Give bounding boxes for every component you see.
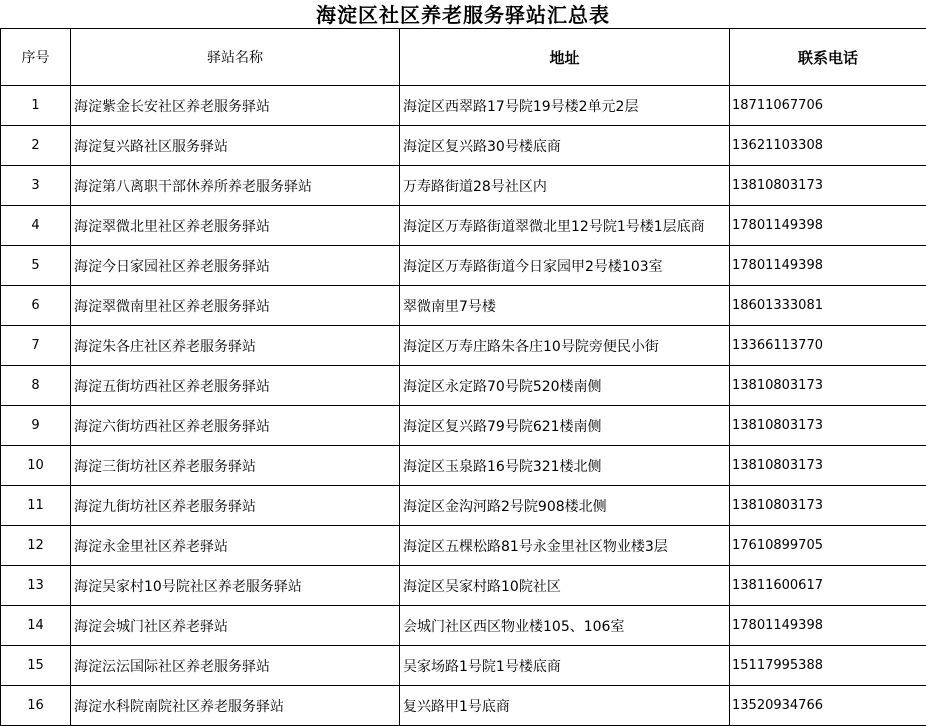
stations-table [0, 28, 926, 726]
station-name: 海淀朱各庄社区养老服务驿站 [71, 326, 400, 366]
station-phone: 17801149398 [730, 606, 926, 646]
header-address: 地址 [400, 29, 730, 86]
station-address: 海淀区复兴路30号楼底商 [400, 126, 730, 166]
station-name: 海淀复兴路社区服务驿站 [71, 126, 400, 166]
row-num: 1 [1, 86, 71, 126]
station-name: 海淀六街坊西社区养老服务驿站 [71, 406, 400, 446]
table-row [1, 446, 926, 486]
table-row [1, 286, 926, 326]
table-row [1, 566, 926, 606]
station-address: 海淀区吴家村路10院社区 [400, 566, 730, 606]
station-address: 海淀区永定路70号院520楼南侧 [400, 366, 730, 406]
row-num: 8 [1, 366, 71, 406]
station-name: 海淀永金里社区养老驿站 [71, 526, 400, 566]
station-address: 海淀区复兴路79号院621楼南侧 [400, 406, 730, 446]
station-address: 海淀区西翠路17号院19号楼2单元2层 [400, 86, 730, 126]
table-row [1, 326, 926, 366]
station-name: 海淀九街坊社区养老服务驿站 [71, 486, 400, 526]
table-row [1, 526, 926, 566]
station-phone: 13810803173 [730, 366, 926, 406]
table-row [1, 166, 926, 206]
station-name: 海淀吴家村10号院社区养老服务驿站 [71, 566, 400, 606]
station-phone: 13366113770 [730, 326, 926, 366]
station-phone: 17801149398 [730, 246, 926, 286]
station-name: 海淀三街坊社区养老服务驿站 [71, 446, 400, 486]
table-row [1, 246, 926, 286]
station-phone: 13810803173 [730, 166, 926, 206]
table-row [1, 606, 926, 646]
header-phone: 联系电话 [730, 29, 926, 86]
station-name: 海淀沄沄国际社区养老服务驿站 [71, 646, 400, 686]
station-phone: 13810803173 [730, 406, 926, 446]
row-num: 7 [1, 326, 71, 366]
table-row [1, 486, 926, 526]
station-phone: 18601333081 [730, 286, 926, 326]
station-name: 海淀翠微北里社区养老服务驿站 [71, 206, 400, 246]
table-row [1, 86, 926, 126]
station-name: 海淀翠微南里社区养老服务驿站 [71, 286, 400, 326]
row-num: 13 [1, 566, 71, 606]
station-phone: 17801149398 [730, 206, 926, 246]
row-num: 11 [1, 486, 71, 526]
table-header-row [1, 29, 926, 86]
station-address: 海淀区玉泉路16号院321楼北侧 [400, 446, 730, 486]
table-row [1, 126, 926, 166]
station-address: 海淀区五棵松路81号永金里社区物业楼3层 [400, 526, 730, 566]
table-body [1, 86, 926, 726]
table-row [1, 206, 926, 246]
table-row [1, 366, 926, 406]
row-num: 14 [1, 606, 71, 646]
station-name: 海淀会城门社区养老驿站 [71, 606, 400, 646]
row-num: 10 [1, 446, 71, 486]
row-num: 16 [1, 686, 71, 726]
station-name: 海淀今日家园社区养老服务驿站 [71, 246, 400, 286]
row-num: 9 [1, 406, 71, 446]
row-num: 6 [1, 286, 71, 326]
station-phone: 13520934766 [730, 686, 926, 726]
station-name: 海淀第八离职干部休养所养老服务驿站 [71, 166, 400, 206]
station-name: 海淀紫金长安社区养老服务驿站 [71, 86, 400, 126]
row-num: 3 [1, 166, 71, 206]
station-address: 万寿路街道28号社区内 [400, 166, 730, 206]
page-title: 海淀区社区养老服务驿站汇总表 [0, 0, 926, 28]
header-num: 序号 [1, 29, 71, 86]
station-address: 吴家场路1号院1号楼底商 [400, 646, 730, 686]
station-phone: 13810803173 [730, 446, 926, 486]
station-phone: 13810803173 [730, 486, 926, 526]
station-address: 海淀区万寿庄路朱各庄10号院旁便民小街 [400, 326, 730, 366]
station-phone: 13811600617 [730, 566, 926, 606]
table-row [1, 686, 926, 726]
station-name: 海淀水科院南院社区养老服务驿站 [71, 686, 400, 726]
station-address: 海淀区金沟河路2号院908楼北侧 [400, 486, 730, 526]
station-phone: 15117995388 [730, 646, 926, 686]
row-num: 12 [1, 526, 71, 566]
row-num: 15 [1, 646, 71, 686]
station-name: 海淀五街坊西社区养老服务驿站 [71, 366, 400, 406]
station-phone: 17610899705 [730, 526, 926, 566]
table-row [1, 646, 926, 686]
header-name: 驿站名称 [71, 29, 400, 86]
row-num: 4 [1, 206, 71, 246]
row-num: 5 [1, 246, 71, 286]
station-phone: 13621103308 [730, 126, 926, 166]
station-address: 海淀区万寿路街道翠微北里12号院1号楼1层底商 [400, 206, 730, 246]
station-address: 会城门社区西区物业楼105、106室 [400, 606, 730, 646]
table-row [1, 406, 926, 446]
station-address: 复兴路甲1号底商 [400, 686, 730, 726]
station-address: 翠微南里7号楼 [400, 286, 730, 326]
station-phone: 18711067706 [730, 86, 926, 126]
row-num: 2 [1, 126, 71, 166]
station-address: 海淀区万寿路街道今日家园甲2号楼103室 [400, 246, 730, 286]
